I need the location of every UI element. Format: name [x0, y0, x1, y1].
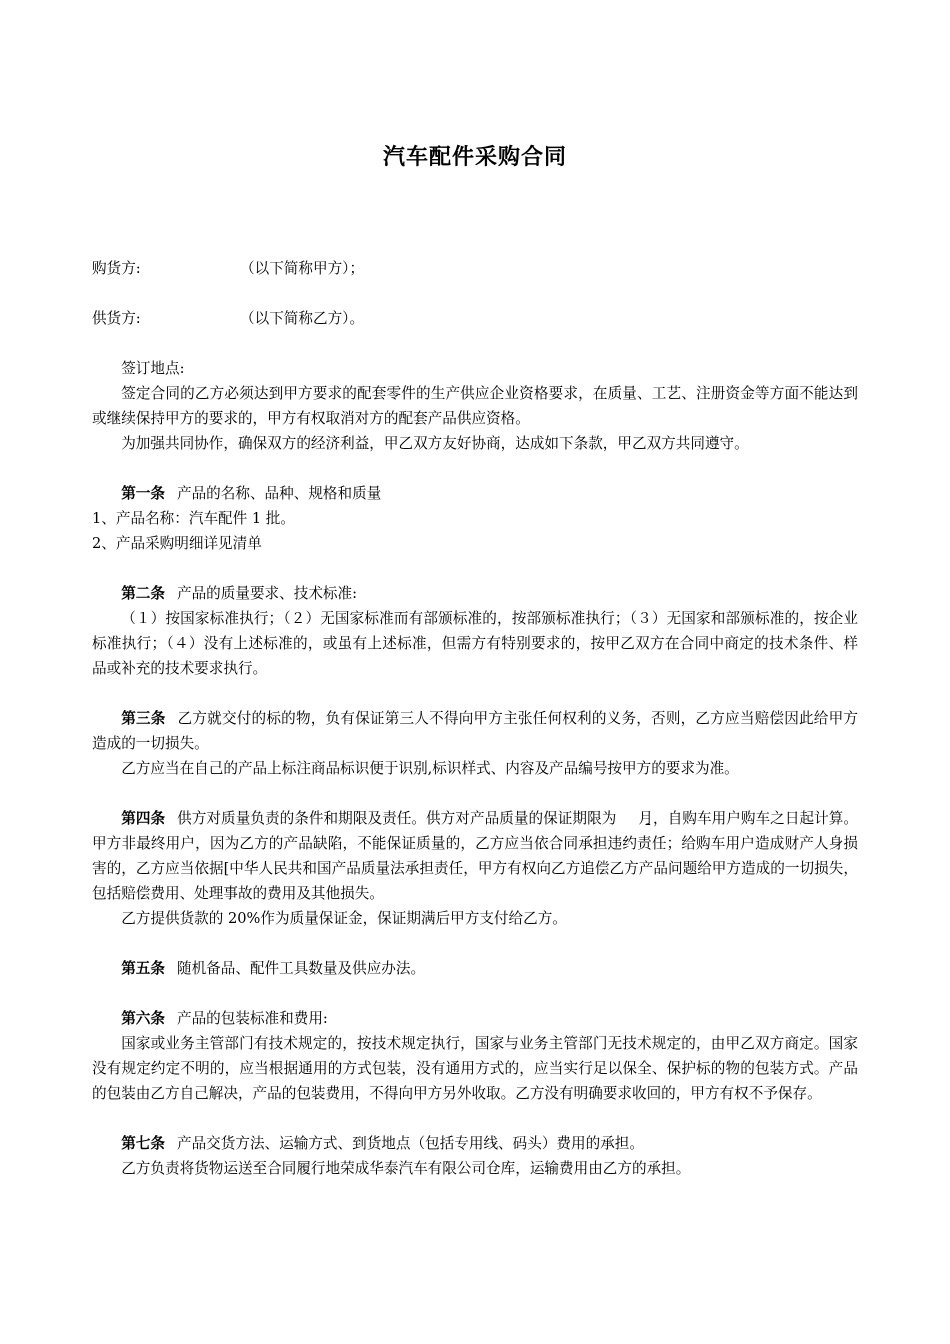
seller-label: 供货方:	[92, 310, 141, 327]
article-3-number: 第三条	[121, 710, 166, 727]
document-title: 汽车配件采购合同	[382, 144, 567, 170]
article-4-number: 第四条	[121, 810, 166, 827]
buyer-line	[92, 256, 858, 281]
article-2-heading	[92, 581, 858, 606]
article-6-number: 第六条	[121, 1010, 165, 1027]
article-7-title: 产品交货方法、运输方式、到货地点（包括专用线、码头）费用的承担。	[176, 1135, 644, 1152]
article-2-number: 第二条	[121, 585, 165, 602]
intro-paragraph-2: 为加强共同协作，确保双方的经济利益，甲乙双方友好协商，达成如下条款，甲乙双方共同遵守。	[121, 435, 749, 452]
article-4-body-2: 乙方提供货款的 20%作为质量保证金，保证期满后甲方支付给乙方。	[121, 910, 567, 927]
article-5-paragraph	[92, 956, 858, 981]
article-2-title: 产品的质量要求、技术标准:	[176, 585, 358, 602]
article-2-body: （１）按国家标准执行；（２）无国家标准而有部颁标准的，按部颁标准执行；（３）无国家和部颁标准的，按企业标准执行；（４）没有上述标准的，或虽有上述标准，但需方有特别要求的，按甲乙双方在合同中商定的技术条件、样品或补充的技术要求执行。	[92, 610, 858, 677]
article-1-item-1: 1、产品名称：汽车配件 1 批。	[92, 510, 295, 527]
article-3-body: 乙方就交付的标的物，负有保证第三人不得向甲方主张任何权利的义务，否则，乙方应当赔偿因此给甲方造成的一切损失。	[92, 710, 858, 752]
article-7-heading	[92, 1131, 858, 1156]
article-7-number: 第七条	[121, 1135, 165, 1152]
warranty-blank	[616, 806, 638, 831]
article-5-number: 第五条	[121, 960, 165, 977]
article-3-paragraph	[92, 706, 858, 756]
article-6-title: 产品的包装标准和费用:	[176, 1010, 328, 1027]
seller-line	[92, 306, 858, 331]
article-4-body-a: 供方对质量负责的条件和期限及责任。供方对产品质量的保证期限为	[177, 810, 617, 827]
intro-paragraph-1: 签定合同的乙方必须达到甲方要求的配套零件的生产供应企业资格要求，在质量、工艺、注册资金等方面不能达到或继续保持甲方的要求的，甲方有权取消对方的配套产品供应资格。	[92, 385, 858, 427]
article-6-heading	[92, 1006, 858, 1031]
article-1-number: 第一条	[121, 485, 165, 502]
article-1-heading	[92, 481, 858, 506]
article-1-title: 产品的名称、品种、规格和质量	[176, 485, 382, 502]
article-1-item-2: 2、产品采购明细详见清单	[92, 535, 262, 552]
article-5-body: 随机备品、配件工具数量及供应办法。	[176, 960, 426, 977]
seller-note: （以下简称乙方）。	[240, 310, 365, 327]
buyer-note: （以下简称甲方）；	[240, 260, 365, 277]
article-7-body: 乙方负责将货物运送至合同履行地荣成华泰汽车有限公司仓库，运输费用由乙方的承担。	[121, 1160, 691, 1177]
buyer-label: 购货方:	[92, 260, 141, 277]
article-6-body: 国家或业务主管部门有技术规定的，按技术规定执行，国家与业务主管部门无技术规定的，由甲乙双方商定。国家没有规定约定不明的，应当根据通用的方式包装，没有通用方式的，应当实行足以保全、保护标的物的包装方式。产品的包装由乙方自己解决，产品的包装费用，不得向甲方另外收取。乙方没有明确要求收回的，甲方有权不予保存。	[92, 1035, 858, 1102]
article-4-paragraph	[92, 806, 858, 906]
document-body	[92, 256, 858, 1181]
article-4-body-b: 月，自购车用户购车之日起计算。甲方非最终用户，因为乙方的产品缺陷，不能保证质量的，乙方应当依合同承担违约责任；给购车用户造成财产人身损害的，乙方应当依据[中华人民共和国产品质量法承担责任，甲方有权向乙方追偿乙方产品问题给甲方造成的一切损失，包括赔偿费用、处理事故的费用及其他损失。	[92, 810, 858, 902]
article-3-body-2: 乙方应当在自己的产品上标注商品标识便于识别,标识样式、内容及产品编号按甲方的要求为准。	[121, 760, 739, 777]
signing-location: 签订地点:	[121, 360, 185, 377]
